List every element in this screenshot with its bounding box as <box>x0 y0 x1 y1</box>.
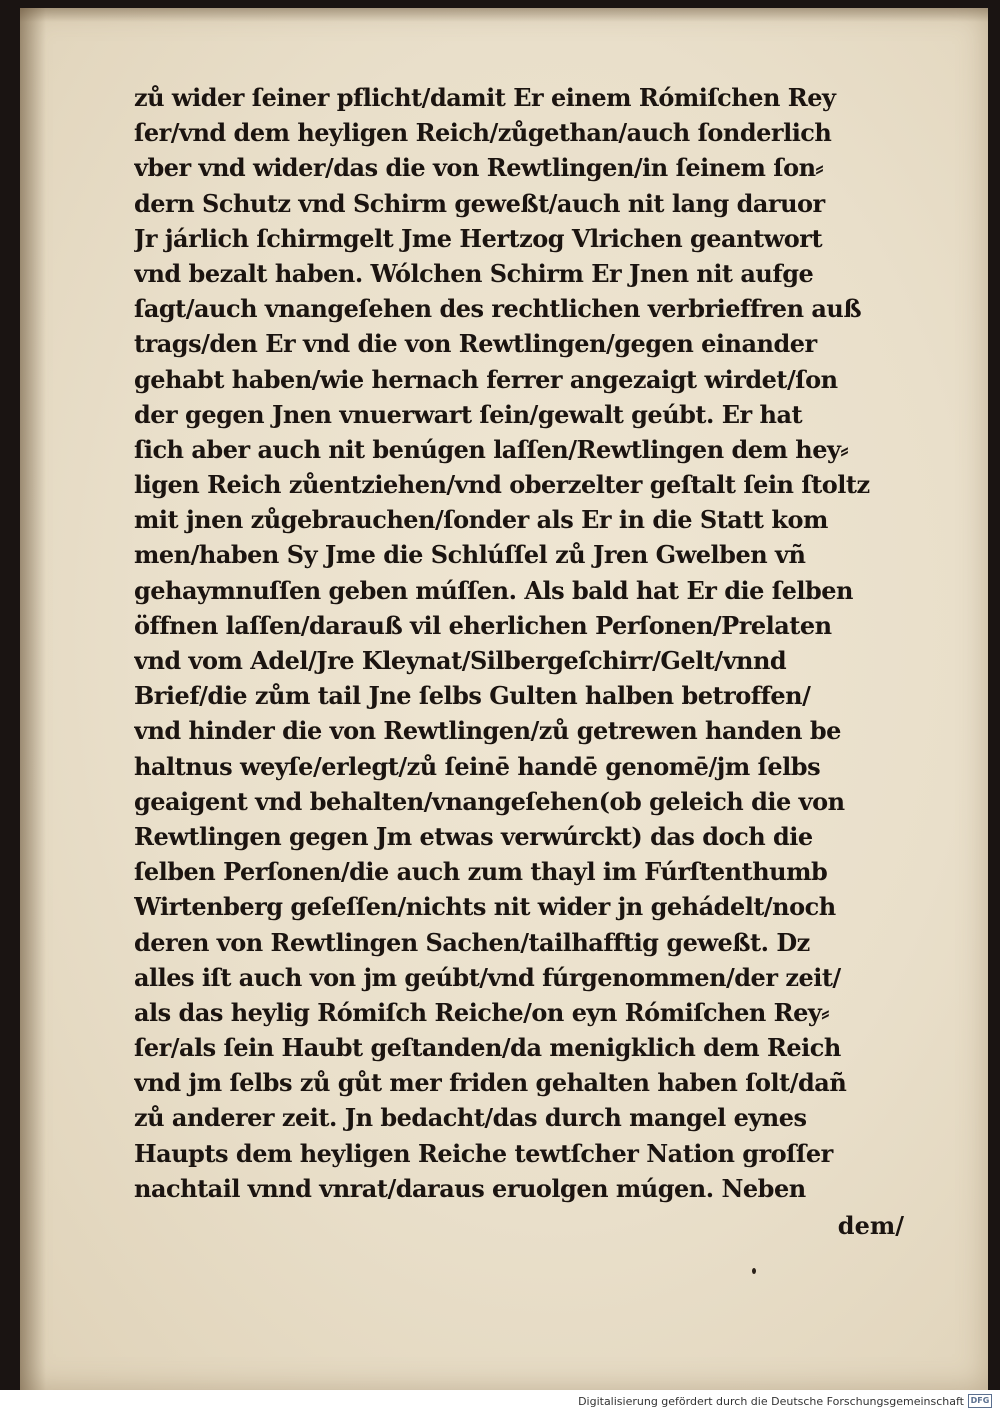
text-line: alles iſt auch von jm geúbt/vnd fúrgenommen/der zeit/ <box>134 962 841 992</box>
text-line: Wirtenberg geſeſſen/nichts nit wider jn gehádelt/noch <box>134 892 836 922</box>
text-line: vnd vom Adel/Jre Kleynat/Silbergeſchirr/Gelt/vnnd <box>134 646 787 675</box>
footer-bar <box>0 1390 1000 1414</box>
text-line: dern Schutz vnd Schirm geweßt/auch nit lang daruor <box>134 188 825 218</box>
catchword: dem/ <box>837 1211 904 1240</box>
text-line: der gegen Jnen vnuerwart ſein/gewalt geúbt. Er hat <box>134 399 803 429</box>
text-line: gehaymnuſſen geben múſſen. Als bald hat Er die ſelben <box>134 575 853 605</box>
text-line: öffnen laſſen/darauß vil eherlichen Perſonen/Prelaten <box>134 610 832 640</box>
text-line: ligen Reich zůentziehen/vnd oberzelter geſtalt ſein ſtoltz <box>134 470 870 500</box>
text-line: nachtail vnnd vnrat/daraus eruolgen múgen. Neben <box>134 1173 806 1203</box>
text-line: deren von Rewtlingen Sachen/tailhafftig geweßt. Dz <box>134 927 810 957</box>
text-line: ſelben Perſonen/die auch zum thayl im Fúrſtenthumb <box>134 857 828 887</box>
text-line: ſer/vnd dem heyligen Reich/zůgethan/auch ſonderlich <box>134 118 832 148</box>
text-line: ſich aber auch nit benúgen laſſen/Rewtlingen dem hey⸗ <box>134 434 848 464</box>
page-shadow-top <box>20 8 988 22</box>
dfg-logo: DFG <box>968 1394 992 1408</box>
text-line: trags/den Er vnd die von Rewtlingen/gegen einander <box>134 329 817 359</box>
text-line: vnd jm ſelbs zů gůt mer friden gehalten haben ſolt/dañ <box>134 1068 847 1098</box>
text-line: haltnus weyſe/erlegt/zů ſeinē handē genomē/jm ſelbs <box>134 751 821 781</box>
text-line: zů wider ſeiner pflicht/damit Er einem Rómiſchen Rey <box>134 83 836 112</box>
funding-credit: Digitalisierung gefördert durch die Deutsche Forschungsgemeinschaft <box>578 1395 964 1408</box>
text-line: gehabt haben/wie hernach ferrer angezaigt wirdet/ſon <box>134 364 838 394</box>
text-line: vnd hinder die von Rewtlingen/zů getrewen handen be <box>134 716 841 746</box>
text-line: Haupts dem heyligen Reiche tewtſcher Nation groſſer <box>134 1138 833 1168</box>
text-line: Rewtlingen gegen Jm etwas verwúrckt) das doch die <box>134 821 813 851</box>
text-line: als das heylig Rómiſch Reiche/on eyn Rómiſchen Rey⸗ <box>134 997 829 1027</box>
text-line: vnd bezalt haben. Wólchen Schirm Er Jnen nit aufge <box>134 258 814 288</box>
text-block <box>134 80 924 1206</box>
text-line: ſer/als ſein Haubt geſtanden/da menigklich dem Reich <box>134 1033 841 1063</box>
text-line: Brief/die zům tail Jne ſelbs Gulten halben betroffen/ <box>134 681 811 711</box>
text-line: Jr járlich ſchirmgelt Jme Hertzog Vlrichen geantwort <box>134 223 823 253</box>
text-line: mit jnen zůgebrauchen/ſonder als Er in die Statt kom <box>134 505 828 535</box>
text-line: men/haben Sy Jme die Schlúſſel zů Jren Gwelben vñ <box>134 540 806 570</box>
text-line: zů anderer zeit. Jn bedacht/das durch mangel eynes <box>134 1103 807 1133</box>
page-shadow-left <box>20 8 46 1390</box>
book-page <box>20 8 988 1390</box>
text-line: geaigent vnd behalten/vnangeſehen(ob geleich die von <box>134 786 845 816</box>
text-line: vber vnd wider/das die von Rewtlingen/in ſeinem ſon⸗ <box>134 153 824 183</box>
ink-spot <box>752 1268 756 1274</box>
text-line: ſagt/auch vnangeſehen des rechtlichen verbrieffren auß <box>134 294 862 324</box>
